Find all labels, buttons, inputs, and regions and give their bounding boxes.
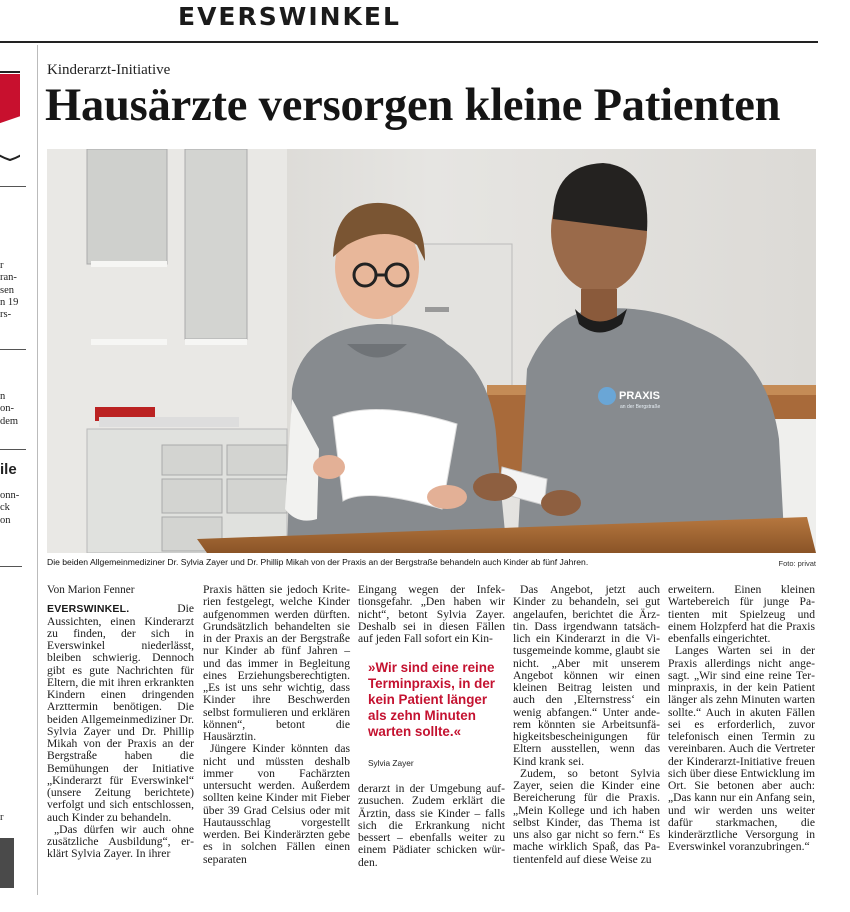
shirt-logo: PRAXIS: [619, 390, 660, 402]
article-column-2: [203, 584, 350, 866]
header-rule: [0, 41, 818, 43]
sidebar-fragment: r ran- sen n 19 rs-: [0, 260, 19, 321]
pull-quote: »Wir sind eine reine Terminpraxis, in der kein Patient länger als zehn Minuten warten sollte.«: [368, 660, 496, 739]
sidebar-rule: [0, 349, 26, 350]
sidebar-heading: ile: [0, 461, 17, 478]
sidebar-fragment: onn- ck on: [0, 490, 20, 526]
article-paragraph: „Das dürfen wir auch ohne zusätzliche Ausbildung“, erklärt Sylvia Zayer. In ihrer: [47, 822, 194, 861]
sidebar-fragment: r: [0, 812, 4, 823]
article-paragraph: derarzt in der Umgebung aufzusuchen. Zudem erklärt die Ärztin, dass sie Kinder – falls sich die Erkrankung nicht bessert – ebenfalls weiter zu einem Pädiater schicken würden.: [358, 782, 505, 869]
article-column-3: [358, 584, 505, 645]
article-column-4: [513, 584, 660, 866]
byline: Von Marion Fenner: [47, 584, 135, 596]
article-paragraph: Langes Warten sei in der Praxis allerdings nicht angesagt. „Wir sind eine reine Terminpraxis, in der kein Patient länger als zehn Minuten warten sollte.“ Auch in akuten Fällen sei es erforderlich, zuvor telefonisch einen Termin zu vereinbaren. Auch die Vertreter der Kinderarzt-Initiative freuen sich über diese Entwicklung im Ort. Sie betonen aber auch: „Das kann nur ein Anfang sein, und wir werden uns weiter dafür starkmachen, die kinderärztliche Versorgung in Everswinkel voranzubringen.“: [668, 644, 815, 854]
pull-quote-author: Sylvia Zayer: [368, 758, 414, 768]
shirt-logo-subtitle: an der Bergstraße: [620, 404, 661, 410]
article-paragraph: erweitern. Einen kleinen Wartebereich für junge Patienten mit Spielzeug und einem Holzpferd hat die Praxis ebenfalls eingerichtet.: [668, 583, 815, 645]
sidebar-fragment: n on- dem: [0, 391, 19, 427]
article-paragraph: Zudem, so betont Sylvia Zayer, seien die Kinder eine Bereicherung für die Praxis. „Mein Kollege und ich haben selbst Kinder, das Thema ist uns also gar nicht so fern.“ Es mache wirklich Spaß, das Patientenfeld auf diese Weise zu: [513, 766, 660, 866]
article-headline: Hausärzte versorgen kleine Patienten: [45, 80, 781, 131]
article-column-3-continued: [358, 783, 505, 869]
article-paragraph: Jüngere Kinder könnten das nicht und müssten deshalb immer von Fachärzten untersucht werden. Außerdem sollten keine Kinder mit Fieber über 39 Grad Celsius oder mit Hautausschlag vorgestellt werden. Bei Kinderärzten gebe es in solchen Fällen einen separaten: [203, 742, 350, 866]
article-photo: [47, 149, 816, 553]
article-paragraph: Das Angebot, jetzt auch Kinder zu behandeln, sei gut angelaufen, berichtet die Ärztin. Dass irgendwann tatsächlich ein Kinderarzt in die Vitusgemeinde komme, glaubt sie nicht. „Aber mit unserem Angebot können wir einen kleinen Beitrag leisten und auch den ‚Elternstress‘ ein wenig abfangen.“ Unter anderem könnten sie Arbeitsunfähigkeitsbescheinigungen für Eltern ausstellen, wenn das Kind krank sei.: [513, 583, 660, 768]
photo-credit: Foto: privat: [778, 559, 816, 568]
paragraph-text: Die Aussichten, einen Kinderarzt zu finden, der sich in Everswinkel niederlässt, bleiben schwierig. Dennoch gibt es gute Nachrichten für Eltern, die mit ihren erkrankten Kindern einen dringenden Arzttermin benötigen. Die beiden Allgemeinmediziner Dr. Sylvia Zayer und Dr. Phillip Mikah von der Praxis an der Bergstraße haben die Bemühungen der Initiative „Kinderarzt für Everswinkel“ (unsere Zeitung berichtete) verfolgt und sich entschlossen, auch Kinder zu behandeln.: [47, 602, 194, 824]
article-column-5: [668, 584, 815, 854]
coat-of-arms-icon: [0, 70, 20, 162]
sidebar-rule: [0, 186, 26, 187]
column-divider: [37, 45, 38, 895]
article-kicker: Kinderarzt-Initiative: [47, 62, 171, 78]
photo-caption: Die beiden Allgemeinmediziner Dr. Sylvia Zayer und Dr. Phillip Mikah von der Praxis an der Bergstraße behandeln auch Kinder ab fünf Jahren.: [47, 557, 589, 567]
sidebar-image-fragment: [0, 838, 14, 888]
article-paragraph: [47, 603, 194, 824]
article-paragraph: Eingang wegen der Infektionsgefahr. „Den haben wir nicht“, betont Sylvia Zayer. Deshalb sei in diesen Fällen auf jeden Fall sofort ein Kin-: [358, 583, 505, 645]
article-paragraph: Praxis hätten sie jedoch Kriterien festgelegt, welche Kinder aufgenommen werden dürften. Grundsätzlich behandelten sie in der Praxis an der Bergstraße nur Kinder ab fünf Jahren – und das immer in Begleitung eines Erziehungsberechtigten. „Es ist uns sehr wichtig, dass Kinder ihre Beschwerden selbst formulieren und erklären können“, betont die Hausärztin.: [203, 583, 350, 743]
article-column-1: [47, 584, 194, 861]
section-label: EVERSWINKEL: [178, 2, 401, 31]
dateline: EVERSWINKEL.: [47, 603, 130, 616]
sidebar-rule: [0, 566, 22, 567]
sidebar-rule: [0, 449, 26, 450]
